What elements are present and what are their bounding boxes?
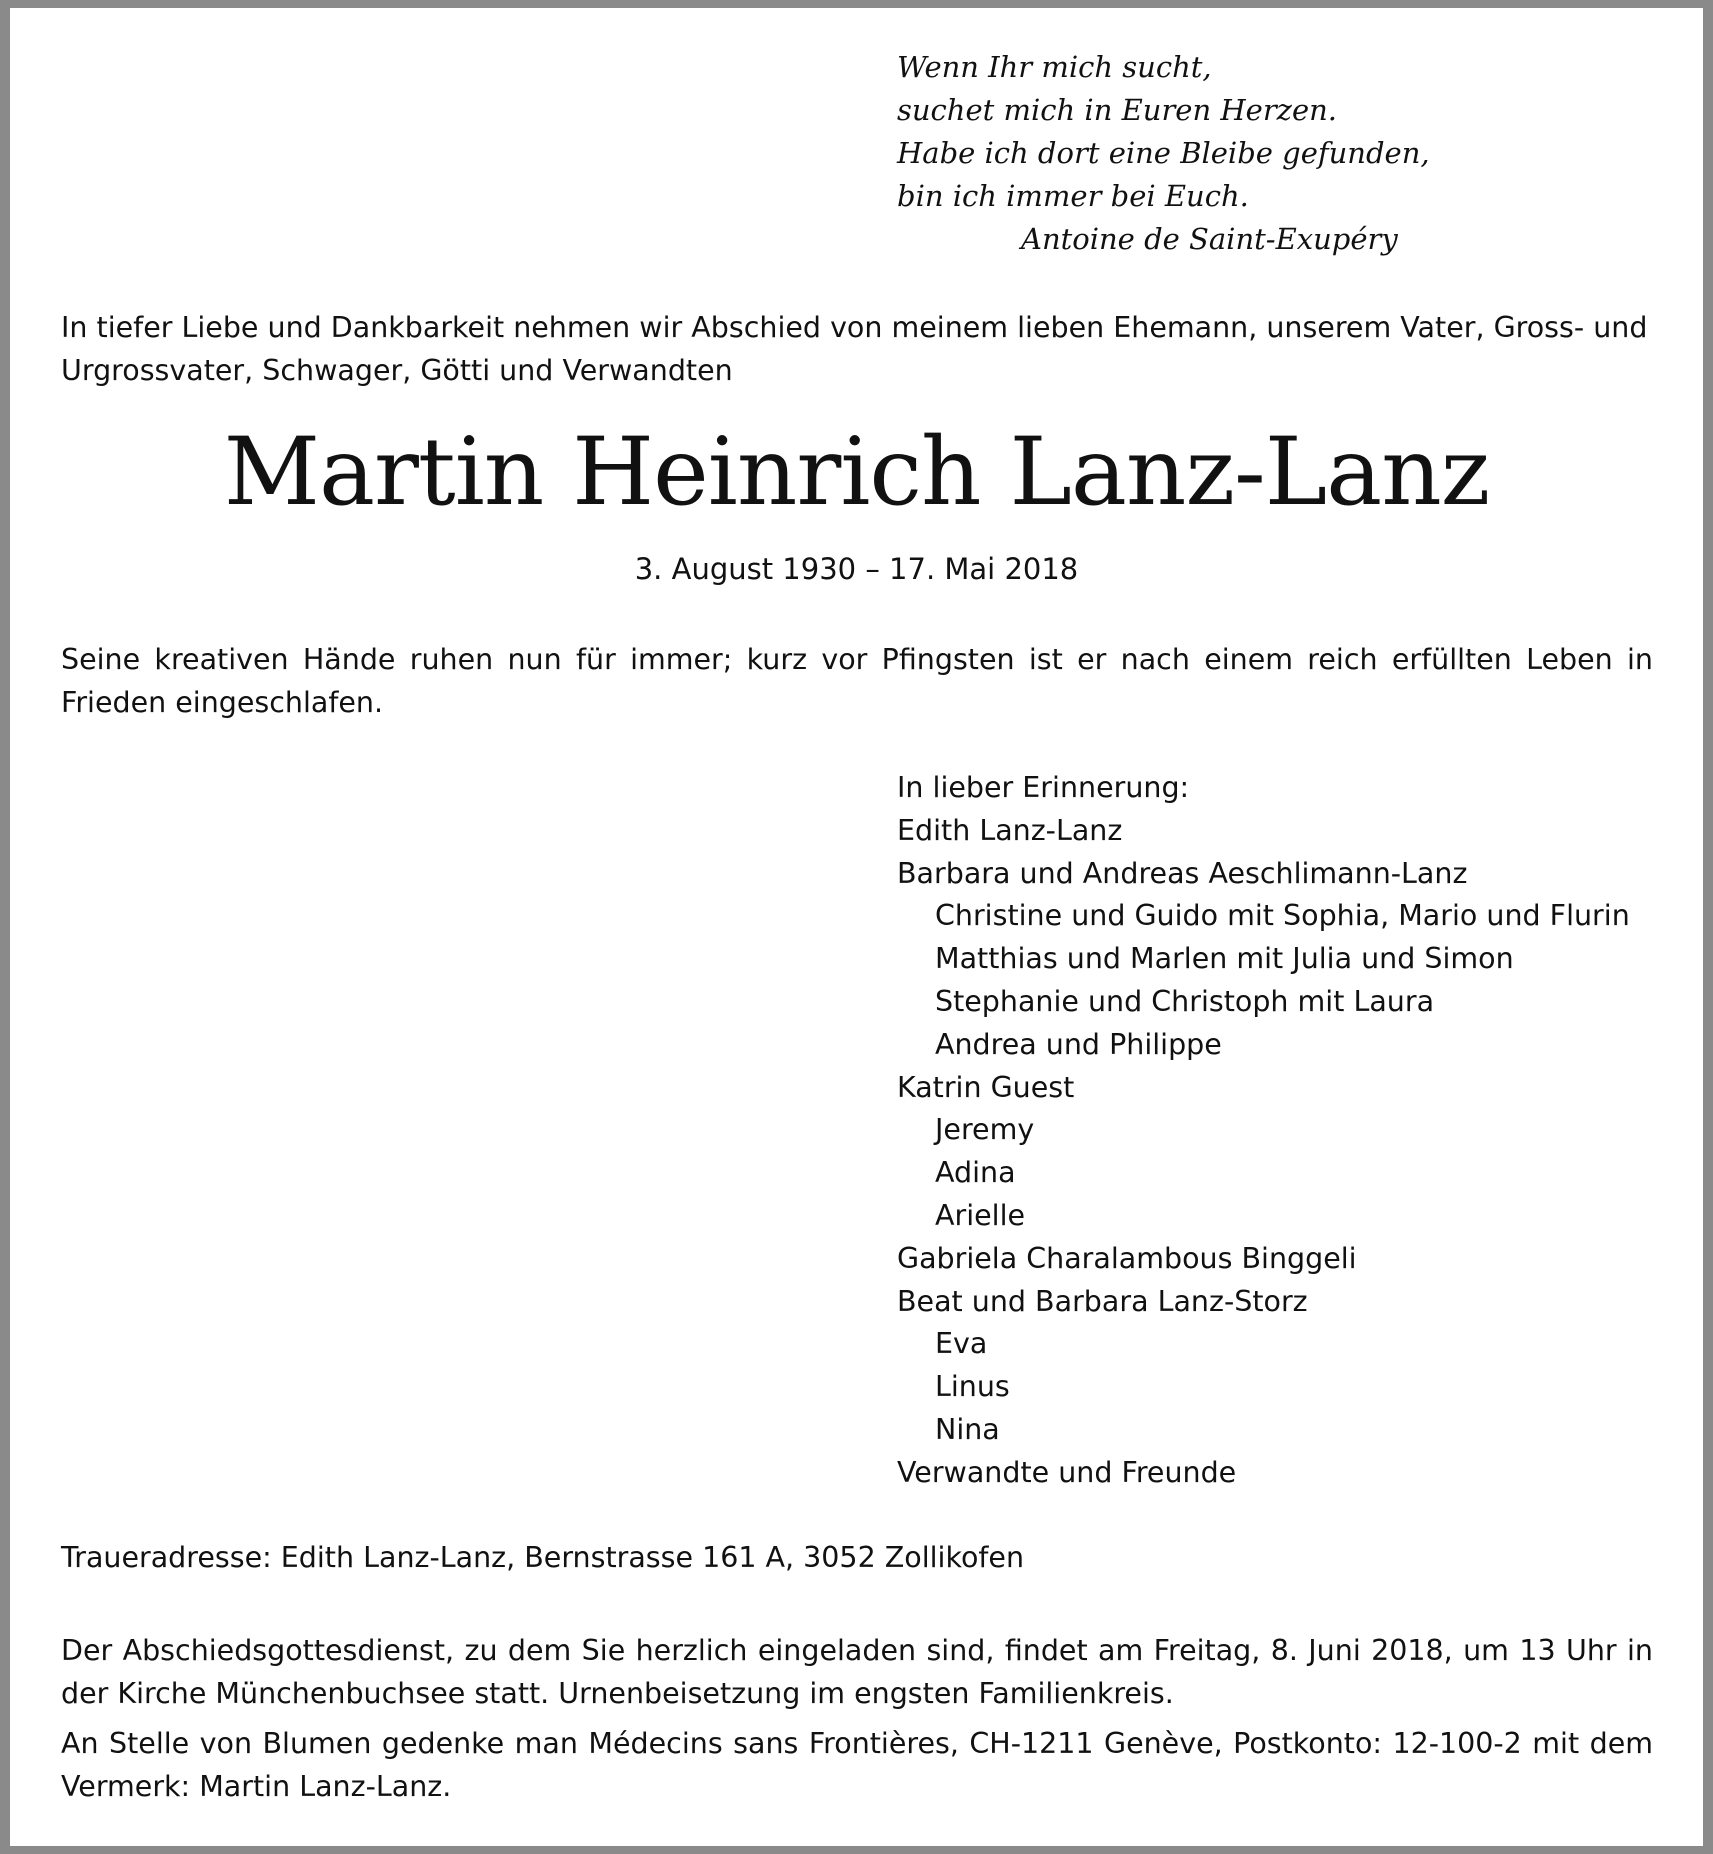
motto-line: Wenn Ihr mich sucht, (897, 50, 1212, 84)
mourner-line: Matthias und Marlen mit Julia und Simon (935, 942, 1514, 976)
mourner-line: Jeremy (935, 1113, 1035, 1147)
mourner-line: Andrea und Philippe (935, 1027, 1222, 1061)
motto-line: suchet mich in Euren Herzen. (897, 93, 1338, 127)
mourner-line: Adina (935, 1156, 1016, 1190)
motto-quote (897, 46, 1430, 261)
mourner-line: Barbara und Andreas Aeschlimann-Lanz (897, 856, 1468, 890)
mourner-line: Christine und Guido mit Sophia, Mario und Flurin (935, 899, 1630, 933)
motto-line: Habe ich dort eine Bleibe gefunden, (897, 136, 1430, 170)
motto-line: bin ich immer bei Euch. (897, 179, 1249, 213)
mourners-heading: In lieber Erinnerung: (897, 771, 1190, 804)
mourner-line: Eva (935, 1327, 988, 1361)
mourner-line: Arielle (935, 1198, 1026, 1232)
mourner-line: Verwandte und Freunde (897, 1455, 1237, 1489)
motto-author: Antoine de Saint-Exupéry (1021, 222, 1398, 256)
tribute-paragraph: Seine kreativen Hände ruhen nun für immer; kurz vor Pfingsten ist er nach einem reich erfüllten Leben in Frieden eingeschlafen. (61, 643, 1653, 719)
intro-paragraph: In tiefer Liebe und Dankbarkeit nehmen wir Abschied von meinem lieben Ehemann, unserem Vater, Gross- und Urgrossvater, Schwager, Götti und Verwandten (61, 311, 1648, 387)
mourner-line: Gabriela Charalambous Binggeli (897, 1241, 1357, 1275)
mourners-list (897, 767, 1630, 1495)
mourner-line: Nina (935, 1412, 1000, 1446)
mourner-line: Edith Lanz-Lanz (897, 813, 1123, 847)
obituary-notice (10, 8, 1703, 1846)
donation-note: An Stelle von Blumen gedenke man Médecins sans Frontières, CH-1211 Genève, Postkonto: 12-100-2 mit dem Vermerk: Martin Lanz-Lanz. (61, 1727, 1653, 1803)
deceased-name: Martin Heinrich Lanz-Lanz (223, 418, 1490, 527)
funeral-service-info: Der Abschiedsgottesdienst, zu dem Sie herzlich eingeladen sind, findet am Freitag, 8. Juni 2018, um 13 Uhr in der Kirche Münchenbuchsee statt. Urnenbeisetzung im engsten Familienkreis. (61, 1634, 1653, 1710)
mourner-line: Linus (935, 1370, 1010, 1404)
mourner-line: Katrin Guest (897, 1070, 1075, 1104)
life-dates: 3. August 1930 – 17. Mai 2018 (634, 552, 1079, 586)
mourner-line: Stephanie und Christoph mit Laura (935, 984, 1435, 1018)
mourning-address: Traueradresse: Edith Lanz-Lanz, Bernstrasse 161 A, 3052 Zollikofen (61, 1541, 1025, 1574)
mourner-line: Beat und Barbara Lanz-Storz (897, 1284, 1308, 1318)
